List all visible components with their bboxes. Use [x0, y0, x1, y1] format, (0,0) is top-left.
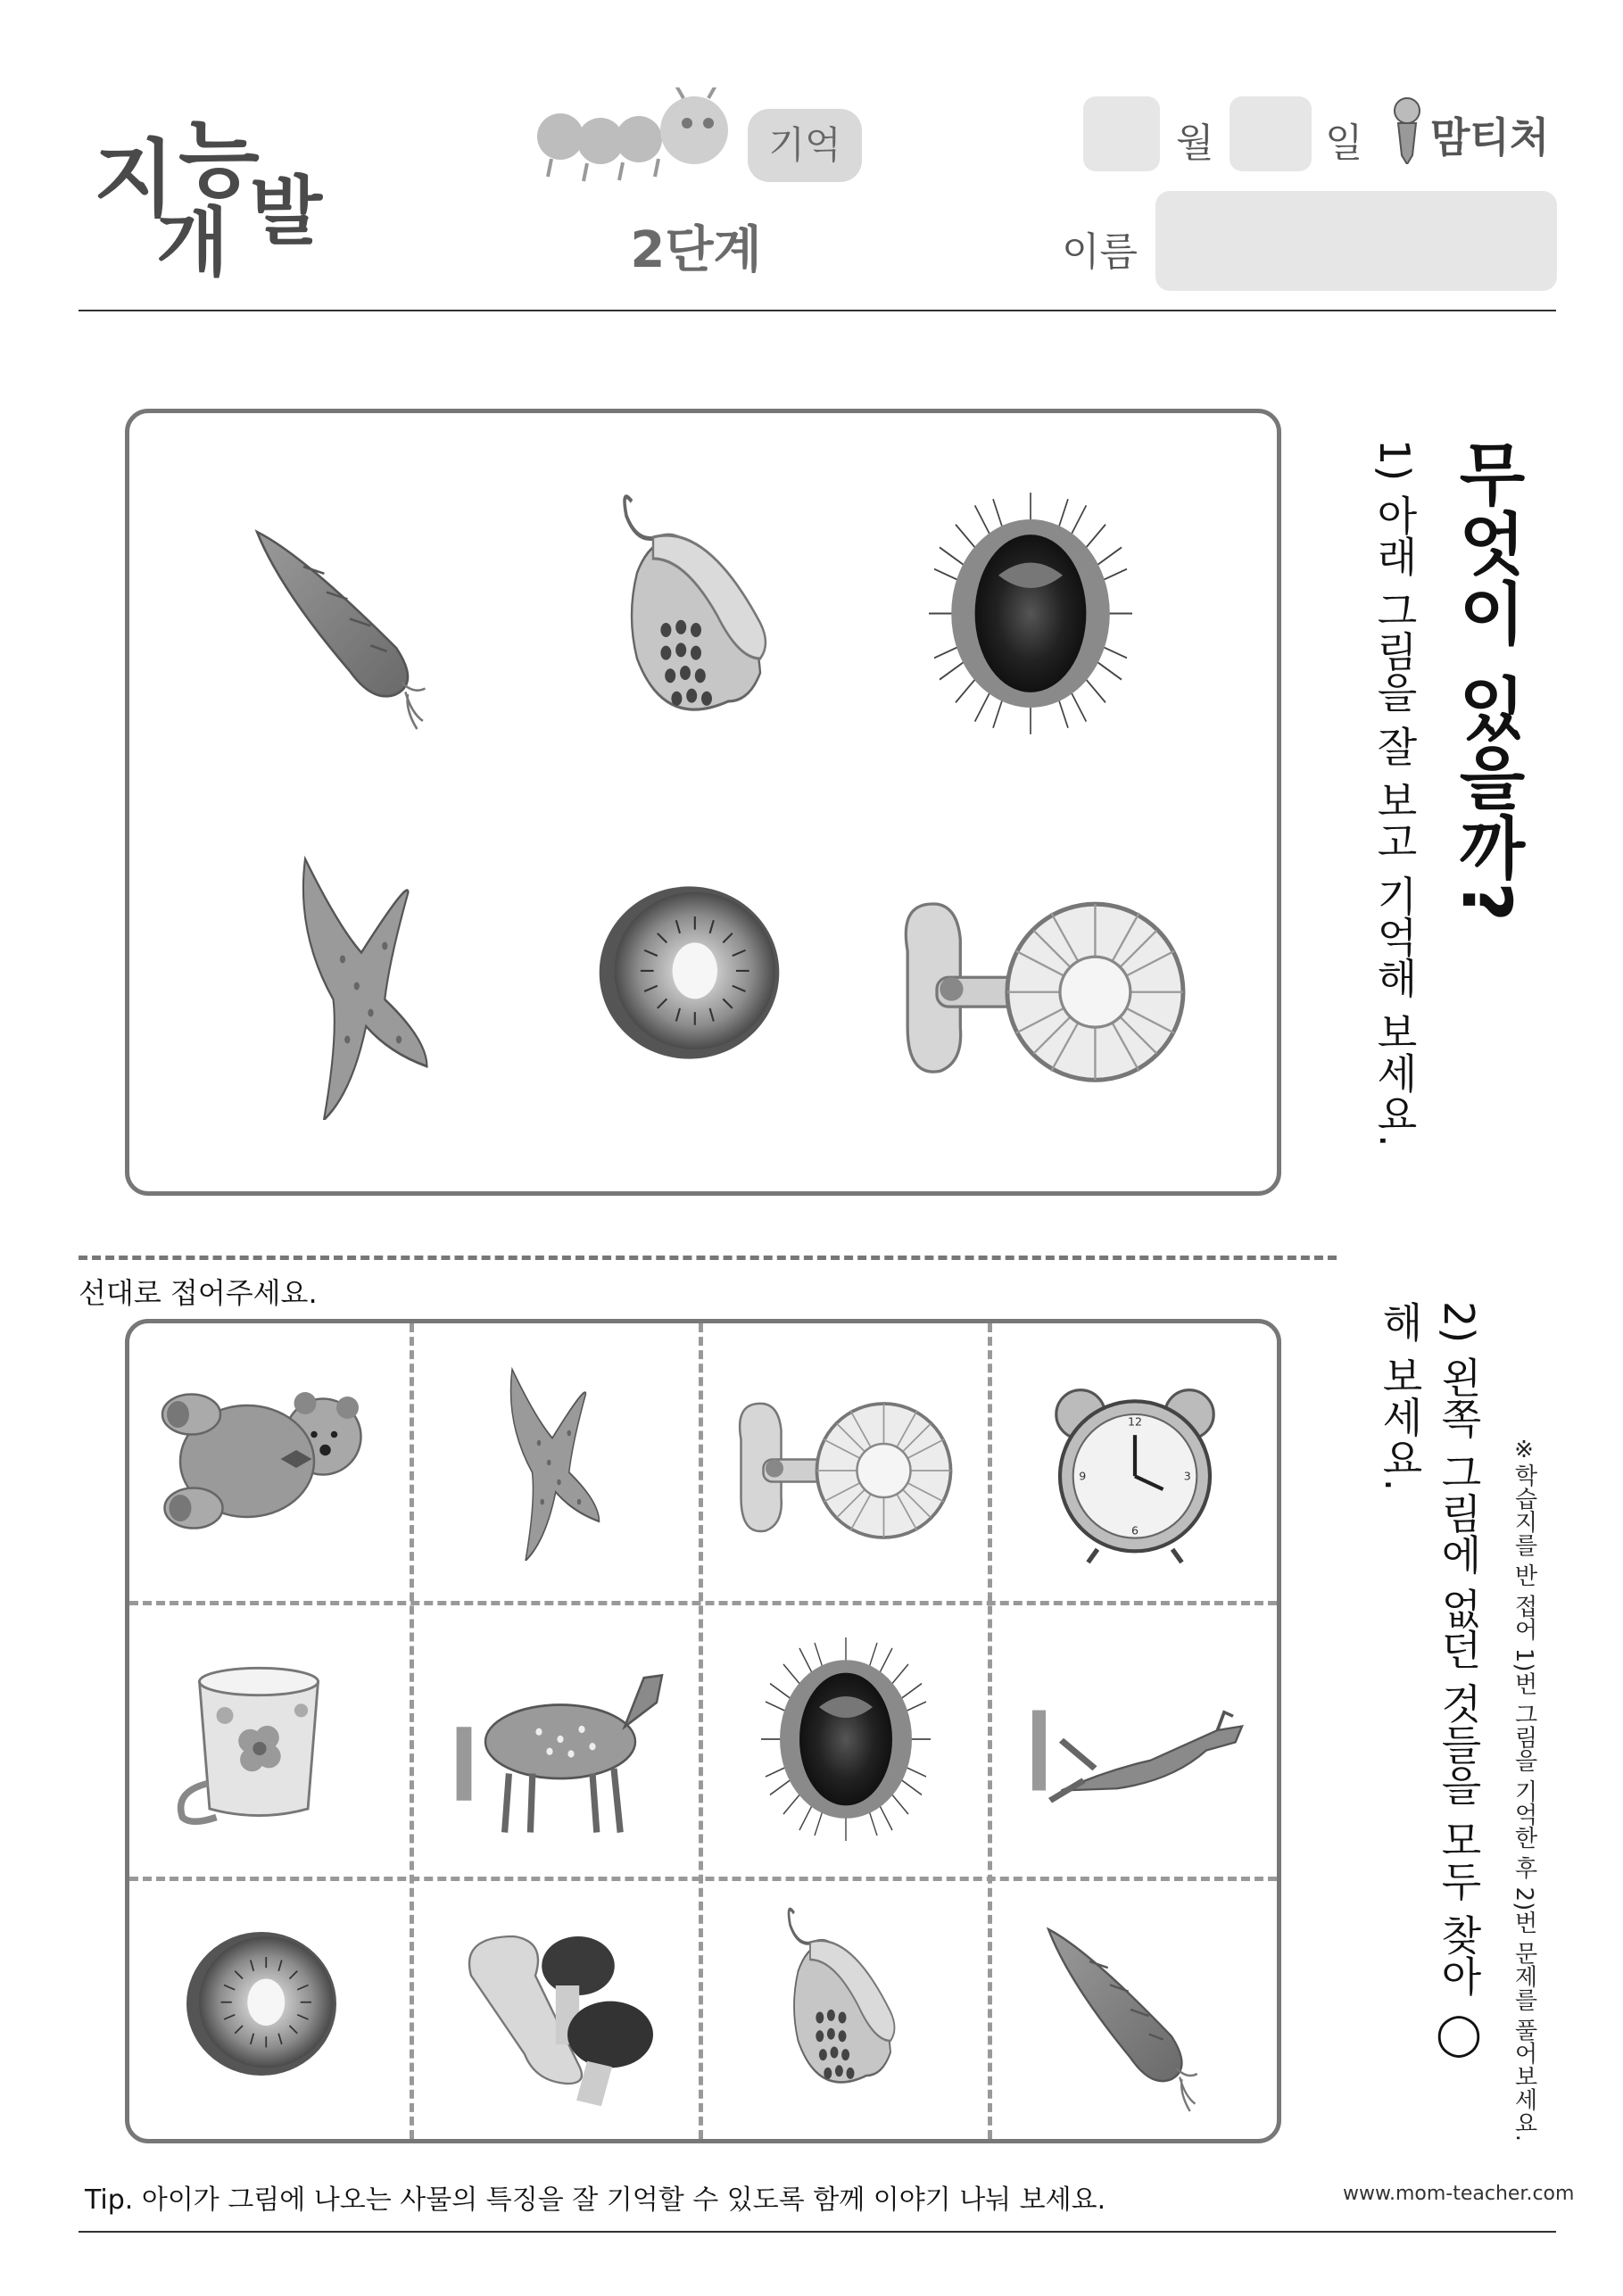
footer-divider: [79, 2231, 1556, 2233]
grid-cell-telephone[interactable]: [703, 1881, 988, 2139]
grid-cell-deer[interactable]: [414, 1605, 699, 1877]
name-field[interactable]: [1155, 191, 1557, 291]
logo: [85, 85, 352, 286]
category-badge: 기억: [748, 109, 862, 182]
logo-char: 지: [94, 131, 175, 228]
deer-icon: [453, 1641, 667, 1837]
name-label: 이름: [1062, 229, 1139, 275]
cup-icon: [174, 1652, 344, 1830]
logo-char: 발: [250, 168, 323, 255]
telephone-icon: [762, 1890, 923, 2122]
kiwi-icon: [181, 1926, 342, 2082]
day-label: 일: [1325, 120, 1363, 166]
carrot-icon: [234, 509, 466, 741]
level-label: 2단계: [630, 221, 762, 279]
chestnut-icon: [923, 486, 1138, 741]
page-title: 무엇이 있을까?: [1447, 439, 1527, 924]
fold-label: 선대로 접어주세요.: [79, 1276, 318, 1310]
mushroom-icon: [450, 1917, 664, 2113]
grid-cell-chestnut[interactable]: [703, 1605, 988, 1877]
fan-icon: [892, 892, 1187, 1098]
tip-text: Tip. 아이가 그림에 나오는 사물의 특징을 잘 기억할 수 있도록 함께 이야기 나눠 보세요.: [85, 2184, 1106, 2216]
month-field[interactable]: [1083, 96, 1160, 171]
pencil-icon: [1387, 93, 1427, 164]
kangaroo-icon: [1028, 1650, 1251, 1811]
chestnut-icon: [757, 1632, 935, 1846]
alarm-clock-icon: [1037, 1377, 1233, 1564]
teddy-bear-icon: [158, 1370, 381, 1548]
grid-cell-kiwi[interactable]: [129, 1881, 410, 2139]
grid-cell-starfish[interactable]: [414, 1323, 699, 1601]
kiwi-icon: [593, 879, 785, 1066]
instruction-2: 2) 왼쪽 그림에 없던 것들을 모두 찾아 ◯해 보세요.: [1376, 1301, 1483, 2058]
grid-cell-kangaroo[interactable]: [992, 1605, 1277, 1877]
brand-text: 맘티처: [1430, 113, 1550, 162]
logo-char: 능: [178, 112, 260, 209]
caterpillar-icon: [534, 87, 748, 195]
site-url[interactable]: www.mom-teacher.com: [1343, 2183, 1575, 2205]
carrot-icon: [1028, 1908, 1233, 2122]
fold-line: [79, 1256, 1337, 1260]
grid-cell-cup[interactable]: [129, 1605, 410, 1877]
header-divider: [79, 310, 1556, 311]
starfish-icon: [268, 852, 455, 1120]
instruction-1: 1) 아래 그림을 잘 보고 기억해 보세요.: [1370, 439, 1419, 1148]
day-field[interactable]: [1230, 96, 1312, 171]
brand-logo: [1387, 93, 1566, 168]
fan-icon: [730, 1395, 953, 1551]
grid-cell-teddy-bear[interactable]: [129, 1323, 410, 1601]
grid-cell-carrot[interactable]: [992, 1881, 1277, 2139]
grid-cell-alarm-clock[interactable]: [992, 1323, 1277, 1601]
study-note: ※학습지를 반 접어 1)번 그림을 기억한 후 2)번 문제를 풀어보세요.: [1511, 1437, 1537, 2143]
grid-cell-fan[interactable]: [703, 1323, 988, 1601]
logo-char: 개: [156, 199, 229, 286]
month-label: 월: [1176, 120, 1214, 166]
starfish-icon: [485, 1364, 619, 1561]
grid-cell-mushroom[interactable]: [414, 1881, 699, 2139]
telephone-icon: [589, 473, 803, 758]
